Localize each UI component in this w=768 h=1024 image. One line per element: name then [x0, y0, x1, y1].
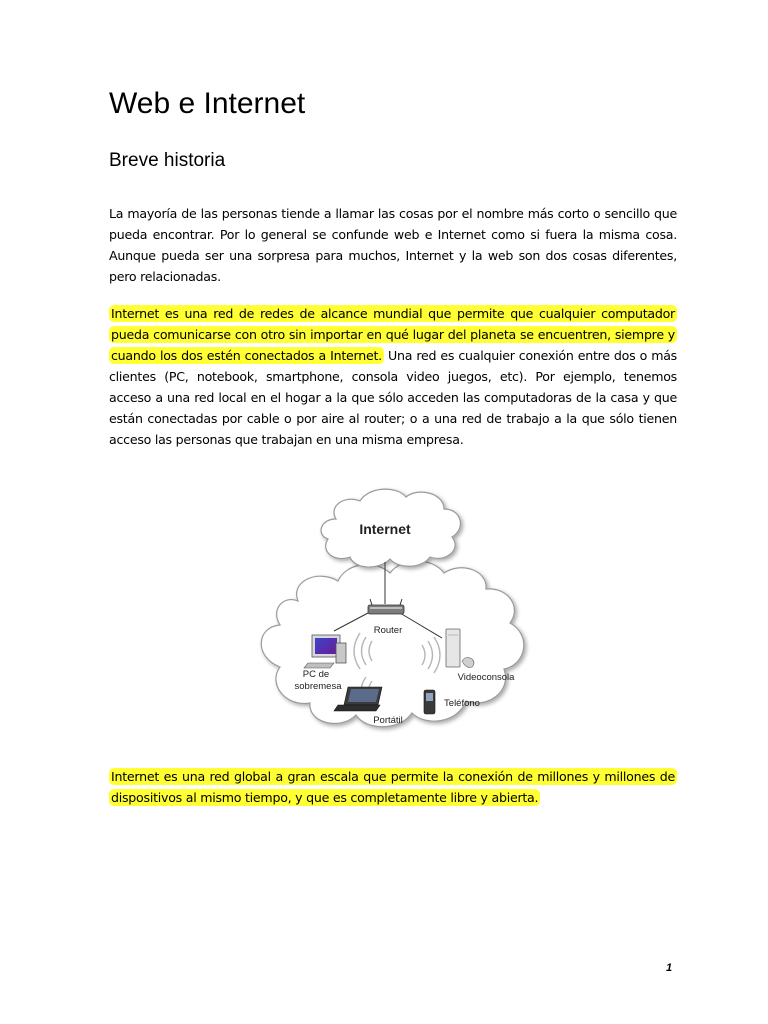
highlighted-definition: Internet es una red de redes de alcance mundial que permite que cualquier computador pueda comunicarse con otro sin importar en qué lugar del planeta se encuentren, siempre y cuando los dos estén conectados a Internet.	[111, 306, 675, 363]
network-diagram	[250, 483, 540, 748]
local-network-cloud	[261, 561, 524, 727]
paragraph-conclusion	[109, 766, 677, 808]
router-label: Router	[373, 625, 403, 636]
section-heading: Breve historia	[109, 150, 226, 171]
desktop-pc-label-line1: PC de	[302, 669, 330, 680]
page-number: 1	[666, 962, 673, 974]
mobile-phone-label: Teléfono	[444, 698, 480, 709]
laptop-label: Portátil	[373, 715, 403, 726]
mobile-phone-icon	[424, 690, 435, 714]
paragraph-definition-rest: Una red es cualquier conexión entre dos o más clientes (PC, notebook, smartphone, consola video juegos, etc). Por ejemplo, tenemos acceso a una red local en el hogar a la que sólo acceden las computadoras de la casa y que están conectadas por cable o por aire al router; o a una red de trabajo a la que sólo tienen acceso las personas que trabajan en una misma empresa.	[109, 348, 677, 447]
highlighted-conclusion: Internet es una red global a gran escala que permite la conexión de millones y millones de dispositivos al mismo tiempo, y que es completamente libre y abierta.	[111, 769, 675, 805]
paragraph-intro: La mayoría de las personas tiende a llamar las cosas por el nombre más corto o sencillo que pueda encontrar. Por lo general se confunde web e Internet como si fuera la misma cosa. Aunque pueda ser una sorpresa para muchos, Internet y la web son dos cosas diferentes, pero relacionadas.	[109, 206, 677, 284]
paragraph-definition	[109, 303, 677, 450]
page-title: Web e Internet	[109, 87, 306, 120]
game-console-label: Videoconsola	[457, 672, 515, 683]
desktop-pc-label-line2: sobremesa	[294, 681, 342, 692]
internet-cloud-label: Internet	[359, 521, 411, 537]
